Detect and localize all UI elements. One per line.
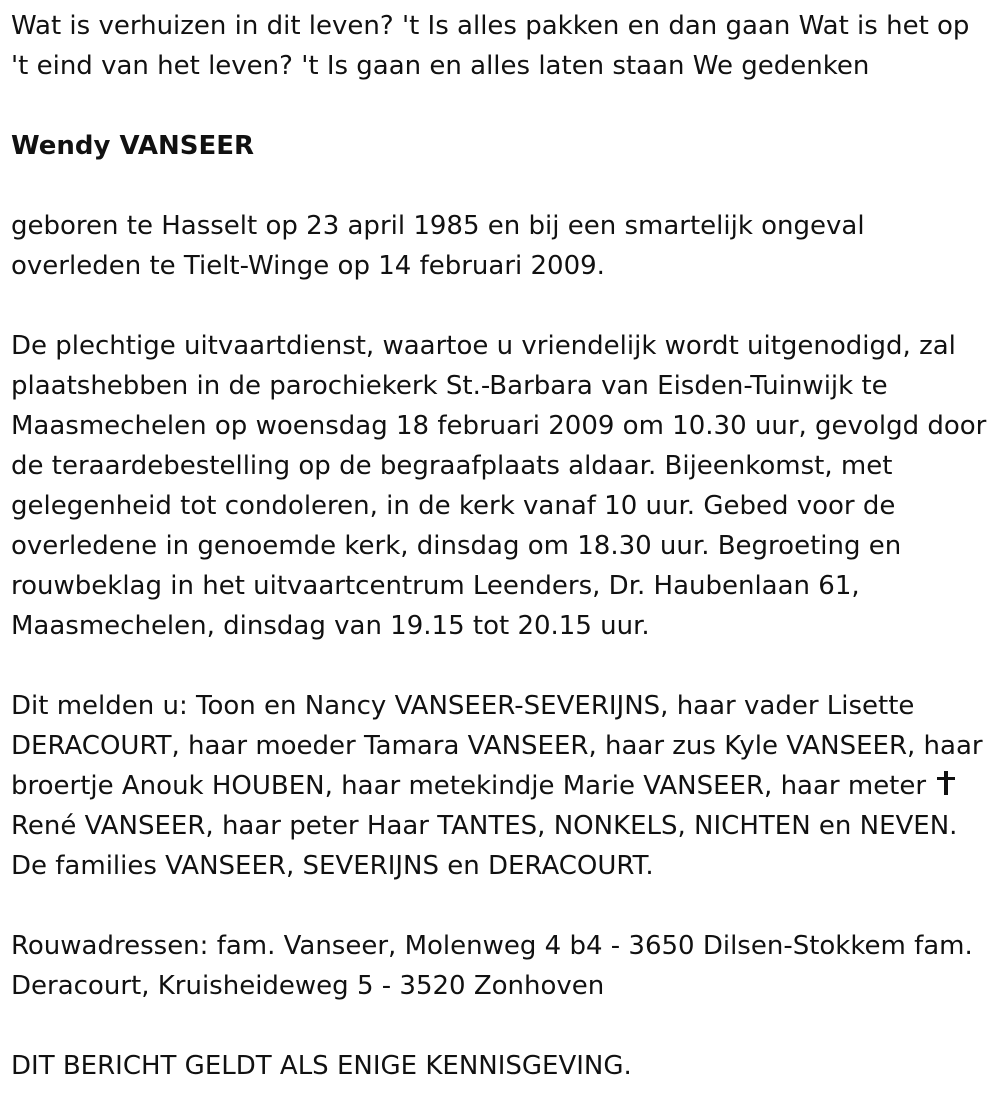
spacer	[11, 886, 993, 926]
deceased-name: Wendy VANSEER	[11, 131, 255, 161]
spacer	[11, 646, 993, 686]
family-announcement	[11, 686, 993, 886]
opening-poem: Wat is verhuizen in dit leven? 't Is alles pakken en dan gaan Wat is het op 't eind van het leven? 't Is gaan en alles laten staan We gedenken	[11, 11, 970, 81]
cross-icon	[936, 771, 956, 797]
spacer	[11, 86, 993, 126]
spacer	[11, 166, 993, 206]
spacer	[11, 286, 993, 326]
family-text-after-cross: René VANSEER, haar peter Haar TANTES, NONKELS, NICHTEN en NEVEN. De families VANSEER, SEVERIJNS en DERACOURT.	[11, 811, 958, 881]
spacer	[11, 1006, 993, 1046]
closing-statement: DIT BERICHT GELDT ALS ENIGE KENNISGEVING.	[11, 1051, 632, 1081]
funeral-service-info: De plechtige uitvaartdienst, waartoe u vriendelijk wordt uitgenodigd, zal plaatshebben in de parochiekerk St.-Barbara van Eisden-Tuinwijk te Maasmechelen op woensdag 18 februari 2009 om 10.30 uur, gevolgd door de teraardebestelling op de begraafplaats aldaar. Bijeenkomst, met gelegenheid tot condoleren, in de kerk vanaf 10 uur. Gebed voor de overledene in genoemde kerk, dinsdag om 18.30 uur. Begroeting en rouwbeklag in het uitvaartcentrum Leenders, Dr. Haubenlaan 61, Maasmechelen, dinsdag van 19.15 tot 20.15 uur.	[11, 331, 987, 641]
family-text-before-cross: Dit melden u: Toon en Nancy VANSEER-SEVERIJNS, haar vader Lisette DERACOURT, haar moeder Tamara VANSEER, haar zus Kyle VANSEER, haar broertje Anouk HOUBEN, haar metekindje Marie VANSEER, haar meter	[11, 691, 983, 801]
mourning-addresses: Rouwadressen: fam. Vanseer, Molenweg 4 b4 - 3650 Dilsen-Stokkem fam. Deracourt, Kruisheideweg 5 - 3520 Zonhoven	[11, 931, 973, 1001]
birth-death-info: geboren te Hasselt op 23 april 1985 en bij een smartelijk ongeval overleden te Tielt-Winge op 14 februari 2009.	[11, 211, 865, 281]
obituary-notice	[11, 6, 993, 1086]
